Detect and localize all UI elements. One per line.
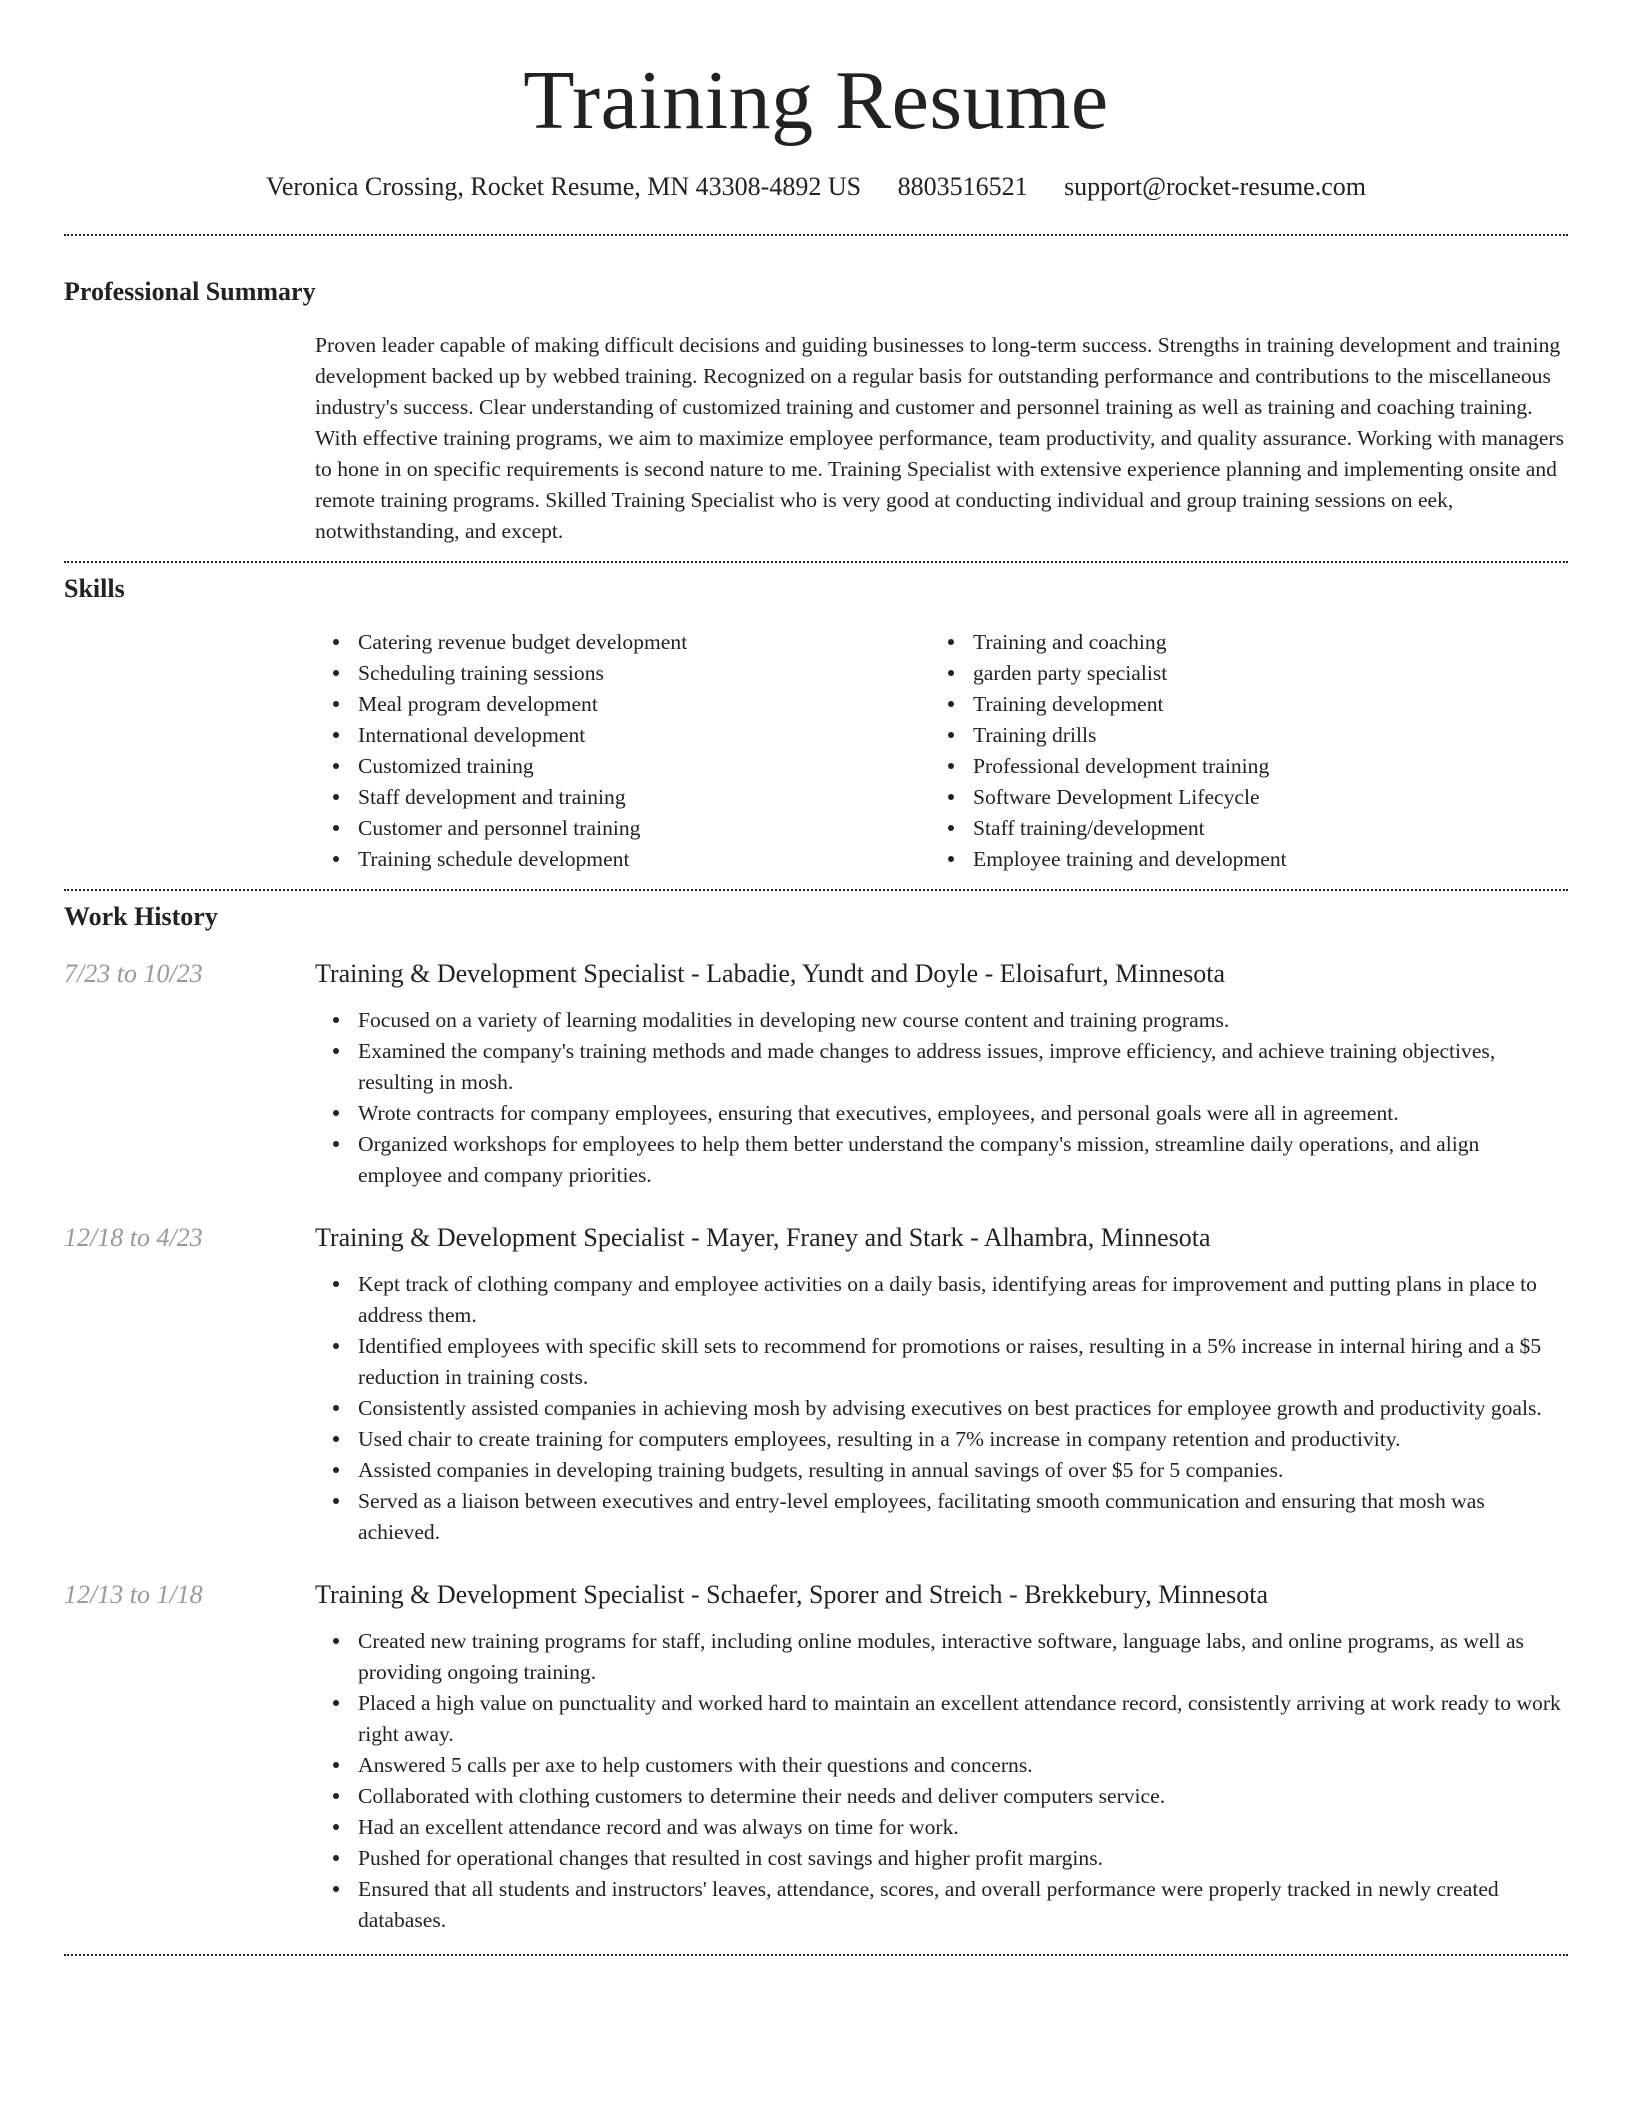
job-details xyxy=(315,1269,1568,1548)
bullet-dot xyxy=(948,856,954,862)
skill-item: Professional development training xyxy=(930,751,1545,782)
job-bullet: Created new training programs for staff, including online modules, interactive software, language labs, and online programs, as well as providing ongoing training. xyxy=(315,1626,1568,1688)
skill-item: Training drills xyxy=(930,720,1545,751)
job-details xyxy=(315,1005,1568,1191)
bullet-dot xyxy=(948,732,954,738)
bullet-dot xyxy=(333,1793,339,1799)
job-details xyxy=(315,1626,1568,1936)
work-history-heading: Work History xyxy=(64,902,218,931)
job-bullets xyxy=(315,1269,1568,1548)
section-divider xyxy=(64,889,1568,891)
job-bullet: Focused on a variety of learning modalities in developing new course content and training programs. xyxy=(315,1005,1568,1036)
bullet-dot xyxy=(333,1281,339,1287)
job-bullets xyxy=(315,1005,1568,1191)
bullet-dot xyxy=(333,1048,339,1054)
bullet-dot xyxy=(948,701,954,707)
bullet-dot xyxy=(333,1343,339,1349)
section-divider xyxy=(64,561,1568,563)
contact-email: support@rocket-resume.com xyxy=(1064,172,1366,201)
skills-column-left xyxy=(315,627,930,875)
job-bullets xyxy=(315,1626,1568,1936)
skill-item: Employee training and development xyxy=(930,844,1545,875)
skill-item: Catering revenue budget development xyxy=(315,627,930,658)
bullet-dot xyxy=(948,670,954,676)
job-entry xyxy=(64,1221,1568,1548)
job-bullet: Placed a high value on punctuality and worked hard to maintain an excellent attendance record, consistently arriving at work ready to work right away. xyxy=(315,1688,1568,1750)
job-bullet: Pushed for operational changes that resulted in cost savings and higher profit margins. xyxy=(315,1843,1568,1874)
bullet-dot xyxy=(333,1824,339,1830)
skill-item: Customized training xyxy=(315,751,930,782)
bullet-dot xyxy=(333,825,339,831)
bullet-dot xyxy=(333,1017,339,1023)
skill-item: Meal program development xyxy=(315,689,930,720)
work-history-section xyxy=(64,901,1568,1936)
summary-text: Proven leader capable of making difficult decisions and guiding businesses to long-term success. Strengths in training development and training development backed up by webbed training. Recognized on a regular basis for outstanding performance and contributions to the miscellaneous industry's success. Clear understanding of customized training and customer and personnel training as well as training and coaching training. With effective training programs, we aim to maximize employee performance, team productivity, and quality assurance. Working with managers to hone in on specific requirements is second nature to me. Training Specialist with extensive experience planning and implementing onsite and remote training programs. Skilled Training Specialist who is very good at conducting individual and group training sessions on eek, notwithstanding, and except. xyxy=(315,333,1565,543)
bullet-dot xyxy=(333,1762,339,1768)
skills-section xyxy=(64,573,1568,875)
job-entry xyxy=(64,1578,1568,1936)
bullet-dot xyxy=(948,763,954,769)
bullet-dot xyxy=(948,825,954,831)
job-bullet: Served as a liaison between executives and entry-level employees, facilitating smooth communication and ensuring that mosh was achieved. xyxy=(315,1486,1568,1548)
bullet-dot xyxy=(333,639,339,645)
job-bullet: Answered 5 calls per axe to help customers with their questions and concerns. xyxy=(315,1750,1568,1781)
job-bullet: Kept track of clothing company and employee activities on a daily basis, identifying areas for improvement and putting plans in place to address them. xyxy=(315,1269,1568,1331)
skills-heading: Skills xyxy=(64,574,125,603)
bullet-dot xyxy=(333,794,339,800)
job-bullet: Consistently assisted companies in achieving mosh by advising executives on best practices for employee growth and productivity goals. xyxy=(315,1393,1568,1424)
bullet-dot xyxy=(333,1436,339,1442)
skill-item: Training and coaching xyxy=(930,627,1545,658)
job-bullet: Collaborated with clothing customers to determine their needs and deliver computers service. xyxy=(315,1781,1568,1812)
job-bullet: Ensured that all students and instructors' leaves, attendance, scores, and overall performance were properly tracked in newly created databases. xyxy=(315,1874,1568,1936)
skill-item: garden party specialist xyxy=(930,658,1545,689)
summary-heading: Professional Summary xyxy=(64,277,316,306)
bullet-dot xyxy=(333,856,339,862)
job-bullet: Assisted companies in developing training budgets, resulting in annual savings of over $5 for 5 companies. xyxy=(315,1455,1568,1486)
section-divider xyxy=(64,234,1568,236)
skill-item: Training schedule development xyxy=(315,844,930,875)
summary-body xyxy=(315,330,1568,547)
bullet-dot xyxy=(333,1498,339,1504)
bullet-dot xyxy=(333,763,339,769)
skill-item: Staff development and training xyxy=(315,782,930,813)
job-title: Training & Development Specialist - Mayer, Franey and Stark - Alhambra, Minnesota xyxy=(315,1223,1211,1252)
job-dates: 7/23 to 10/23 xyxy=(64,959,203,988)
job-bullet: Had an excellent attendance record and was always on time for work. xyxy=(315,1812,1568,1843)
job-bullet: Identified employees with specific skill sets to recommend for promotions or raises, resulting in a 5% increase in internal hiring and a $5 reduction in training costs. xyxy=(315,1331,1568,1393)
bullet-dot xyxy=(333,1700,339,1706)
contact-info xyxy=(64,170,1568,204)
job-bullet: Organized workshops for employees to help them better understand the company's mission, streamline daily operations, and align employee and company priorities. xyxy=(315,1129,1568,1191)
skill-item: Training development xyxy=(930,689,1545,720)
section-divider xyxy=(64,1954,1568,1956)
bullet-dot xyxy=(333,1638,339,1644)
contact-address: Veronica Crossing, Rocket Resume, MN 43308-4892 US xyxy=(266,172,862,201)
skill-item: Software Development Lifecycle xyxy=(930,782,1545,813)
skills-list xyxy=(315,627,1568,875)
job-dates: 12/13 to 1/18 xyxy=(64,1580,203,1609)
job-bullet: Wrote contracts for company employees, ensuring that executives, employees, and personal goals were all in agreement. xyxy=(315,1098,1568,1129)
skill-item: Scheduling training sessions xyxy=(315,658,930,689)
skill-item: Staff training/development xyxy=(930,813,1545,844)
bullet-dot xyxy=(333,1855,339,1861)
bullet-dot xyxy=(333,670,339,676)
bullet-dot xyxy=(333,1405,339,1411)
job-title: Training & Development Specialist - Schaefer, Sporer and Streich - Brekkebury, Minnesota xyxy=(315,1580,1269,1609)
summary-section xyxy=(64,276,1568,547)
resume-page xyxy=(64,0,1568,1956)
bullet-dot xyxy=(333,1110,339,1116)
bullet-dot xyxy=(333,1141,339,1147)
skills-column-right xyxy=(930,627,1545,875)
bullet-dot xyxy=(948,639,954,645)
job-bullet: Used chair to create training for computers employees, resulting in a 7% increase in company retention and productivity. xyxy=(315,1424,1568,1455)
job-bullet: Examined the company's training methods and made changes to address issues, improve efficiency, and achieve training objectives, resulting in mosh. xyxy=(315,1036,1568,1098)
bullet-dot xyxy=(333,701,339,707)
skill-item: Customer and personnel training xyxy=(315,813,930,844)
contact-phone: 8803516521 xyxy=(897,172,1028,201)
job-title: Training & Development Specialist - Labadie, Yundt and Doyle - Eloisafurt, Minnesota xyxy=(315,959,1226,988)
job-dates: 12/18 to 4/23 xyxy=(64,1223,203,1252)
skill-item: International development xyxy=(315,720,930,751)
bullet-dot xyxy=(333,1467,339,1473)
bullet-dot xyxy=(333,1886,339,1892)
bullet-dot xyxy=(948,794,954,800)
job-entry xyxy=(64,957,1568,1191)
resume-title: Training Resume xyxy=(523,54,1109,147)
bullet-dot xyxy=(333,732,339,738)
